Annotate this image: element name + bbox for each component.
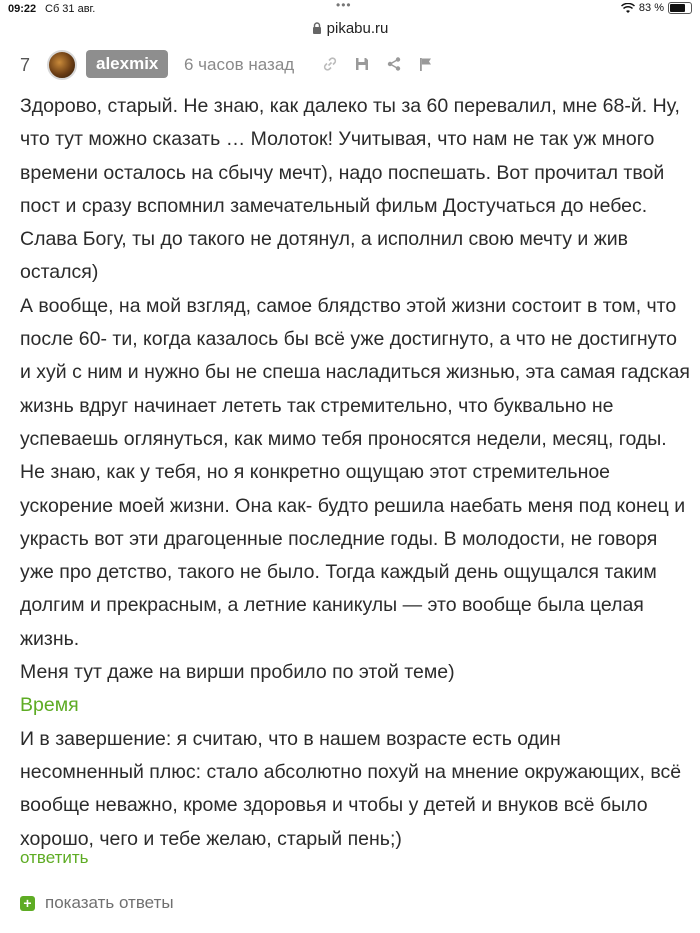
reply-button[interactable]: ответить — [20, 848, 89, 867]
status-indicators — [621, 2, 692, 14]
battery-percent: 83 % — [638, 2, 664, 14]
report-flag-icon[interactable] — [418, 56, 434, 72]
comment-header — [0, 46, 700, 84]
username-badge[interactable]: alexmix — [86, 50, 168, 78]
status-time: 09:22 — [8, 3, 37, 15]
lock-icon — [312, 22, 322, 34]
status-date: Сб 31 авг. — [45, 3, 96, 15]
post-link[interactable]: Время — [20, 694, 79, 717]
comment-actions — [322, 56, 434, 72]
save-icon[interactable] — [354, 56, 370, 72]
multitasking-dots-icon[interactable]: ••• — [336, 0, 352, 12]
comment-paragraph: Здорово, старый. Не знаю, как далеко ты за 60 перевалил, мне 68-й. Ну, что тут можно сказать … Молоток! Учитывая, что нам не так уж много времени осталось на сбычу мечт), надо поспешать. Вот прочитал твой пост и сразу вспомнил замечательный фильм Достучаться до небес. Слава Богу, ты до такого не дотянул, а исполнил свою мечту и жив остался) — [20, 95, 680, 284]
comment-paragraph: И в завершение: я считаю, что в нашем возрасте есть один несомненный плюс: стало абсолютно похуй на мнение окружающих, всё вообще неважно, кроме здоровья и чтобы у детей и внуков всё было хорошо, чего и тебе желаю, старый пень;) — [20, 727, 682, 850]
battery-icon — [668, 2, 692, 14]
comment-paragraph: А вообще, на мой взгляд, самое блядство этой жизни состоит в том, что после 60- ти, когда казалось бы всё уже достигнуто, а что не достигнуто и хуй с ним и нужно бы не спеша насладиться жизнью, эта самая гадская жизнь вдруг начинает лететь так стремительно, что буквально не успеваешь оглянуться, как мимо тебя проносятся недели, месяц, годы. Не знаю, как у тебя, но я конкретно ощущаю этот стремительное ускорение моей жизни. Она как- будто решила наебать меня под конец и украсть вот эти драгоценные последние годы. В молодости, не говоря уже про детство, такого не было. Тогда каждый день ощущался таким долгим и прекрасным, а летние каникулы — это вообще была целая жизнь. — [20, 294, 690, 650]
link-icon[interactable] — [322, 56, 338, 72]
share-icon[interactable] — [386, 56, 402, 72]
show-replies-label: показать ответы — [45, 893, 174, 912]
plus-icon: + — [20, 896, 35, 911]
comment-paragraph: Меня тут даже на вирши пробило по этой теме) — [20, 661, 455, 684]
comment-body — [20, 90, 690, 856]
url-text: pikabu.ru — [326, 19, 389, 37]
avatar[interactable] — [47, 50, 77, 80]
comment-timestamp[interactable]: 6 часов назад — [184, 55, 295, 74]
comment-rating: 7 — [20, 54, 31, 75]
show-replies-button[interactable] — [20, 893, 174, 913]
address-bar[interactable] — [0, 16, 700, 40]
wifi-icon — [621, 3, 635, 14]
